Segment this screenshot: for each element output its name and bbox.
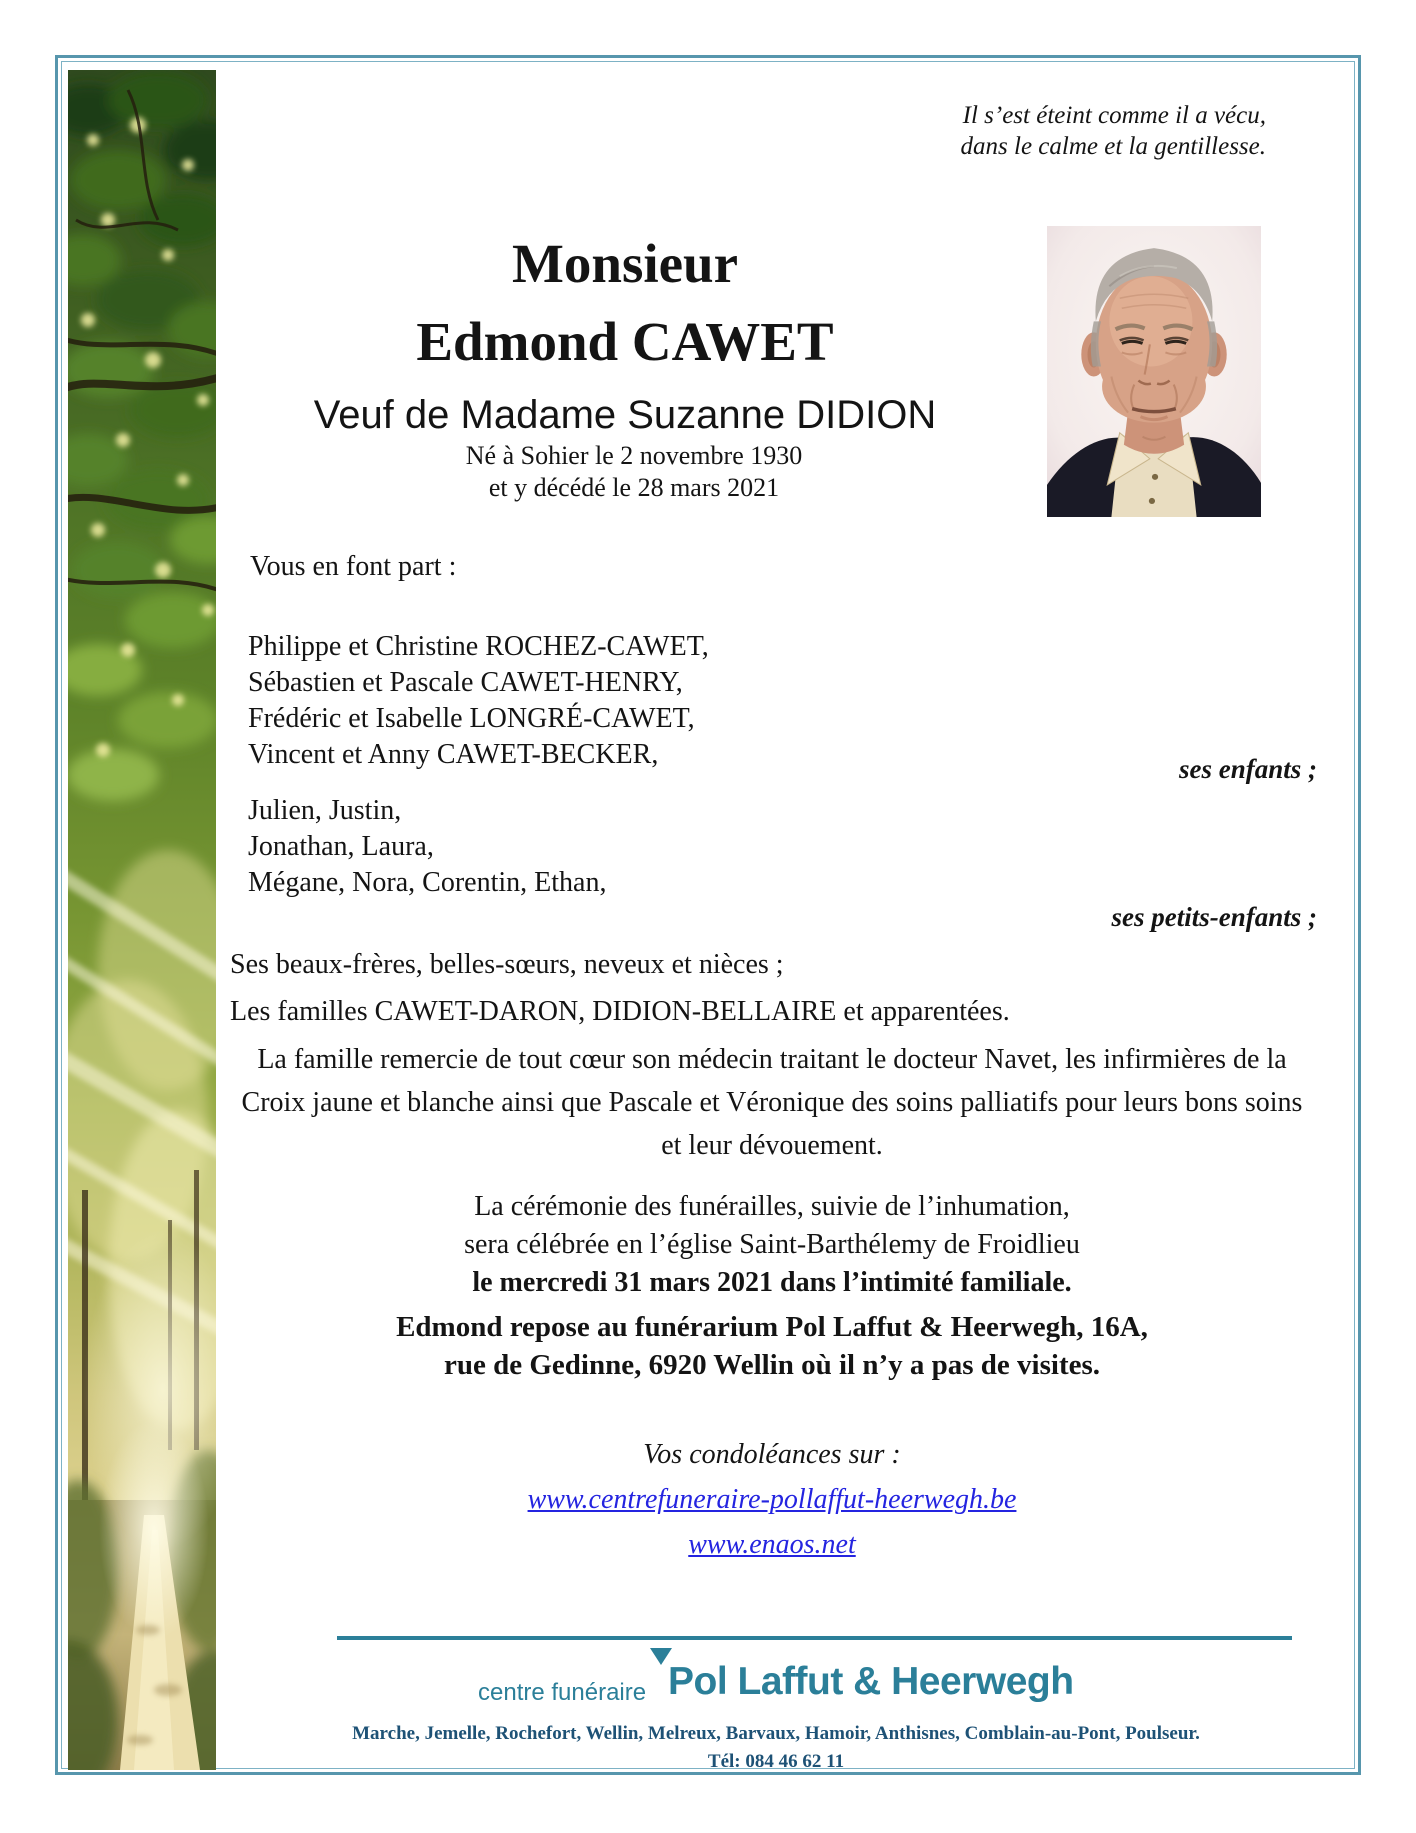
children-caption: ses enfants ; [1178, 754, 1317, 784]
repose-info [222, 1308, 1322, 1384]
family-line: Frédéric et Isabelle LONGRÉ-CAWET, [248, 703, 695, 734]
portrait-photo [1047, 226, 1261, 517]
grandchildren-caption: ses petits-enfants ; [1111, 902, 1317, 932]
condolences-section [222, 1432, 1322, 1567]
thanks-line: La famille remercie de tout cœur son médecin traitant le docteur Navet, les infirmières de la [257, 1044, 1287, 1075]
thanks-line: et leur dévouement. [661, 1130, 883, 1161]
grandchildren-list [248, 793, 606, 901]
funeral-home-name: Pol Laffut & Heerwegh [668, 1660, 1074, 1703]
condolences-link-funeraire[interactable]: www.centrefuneraire-pollaffut-heerwegh.be [527, 1484, 1017, 1515]
children-list [248, 629, 709, 773]
forest-path-photo [68, 70, 216, 1770]
thanks-paragraph [222, 1038, 1322, 1167]
family-line: Vincent et Anny CAWET-BECKER, [248, 739, 659, 770]
announcement-intro: Vous en font part : [250, 551, 457, 582]
family-line: Julien, Justin, [248, 795, 402, 826]
death-line: et y décédé le 28 mars 2021 [488, 473, 780, 502]
birth-line: Né à Sohier le 2 novembre 1930 [465, 441, 803, 470]
epitaph-quote-line1: Il s’est éteint comme il a vécu, [962, 102, 1266, 129]
ceremony-info [222, 1188, 1322, 1302]
family-line: Mégane, Nora, Corentin, Ethan, [248, 867, 607, 898]
deceased-name: Edmond CAWET [416, 311, 834, 372]
ceremony-date-line: le mercredi 31 mars 2021 dans l’intimité familiale. [472, 1267, 1072, 1298]
family-line: Jonathan, Laura, [248, 831, 434, 862]
funeral-home-locations: Marche, Jemelle, Rochefort, Wellin, Melreux, Barvaux, Hamoir, Anthisnes, Comblain-au-Pont, Poulseur. [352, 1723, 1200, 1744]
condolences-link-enaos[interactable]: www.enaos.net [688, 1529, 856, 1560]
ceremony-line1: La cérémonie des funérailles, suivie de l’inhumation, [474, 1191, 1070, 1222]
funeral-home-phone: Tél: 084 46 62 11 [707, 1751, 845, 1772]
families-line: Les familles CAWET-DARON, DIDION-BELLAIRE et apparentées. [230, 996, 1010, 1027]
funeral-home-type: centre funéraire [478, 1679, 647, 1706]
salutation: Monsieur [511, 233, 739, 294]
inlaws-line: Ses beaux-frères, belles-sœurs, neveux et nièces ; [230, 949, 784, 980]
repose-line2: rue de Gedinne, 6920 Wellin où il n’y a pas de visites. [443, 1349, 1101, 1381]
condolences-label: Vos condoléances sur : [643, 1439, 901, 1470]
birth-death-dates [304, 440, 964, 504]
thanks-line: Croix jaune et blanche ainsi que Pascale et Véronique des soins palliatifs pour leurs bons soins [241, 1087, 1303, 1118]
ceremony-line2: sera célébrée en l’église Saint-Barthélemy de Froidlieu [464, 1229, 1080, 1260]
epitaph-quote [700, 100, 1266, 162]
family-line: Sébastien et Pascale CAWET-HENRY, [248, 667, 683, 698]
footer-divider [337, 1636, 1292, 1640]
epitaph-quote-line2: dans le calme et la gentillesse. [960, 133, 1266, 160]
family-line: Philippe et Christine ROCHEZ-CAWET, [248, 631, 709, 662]
widower-line: Veuf de Madame Suzanne DIDION [313, 393, 937, 437]
repose-line1: Edmond repose au funérarium Pol Laffut & Heerwegh, 16A, [396, 1311, 1148, 1343]
